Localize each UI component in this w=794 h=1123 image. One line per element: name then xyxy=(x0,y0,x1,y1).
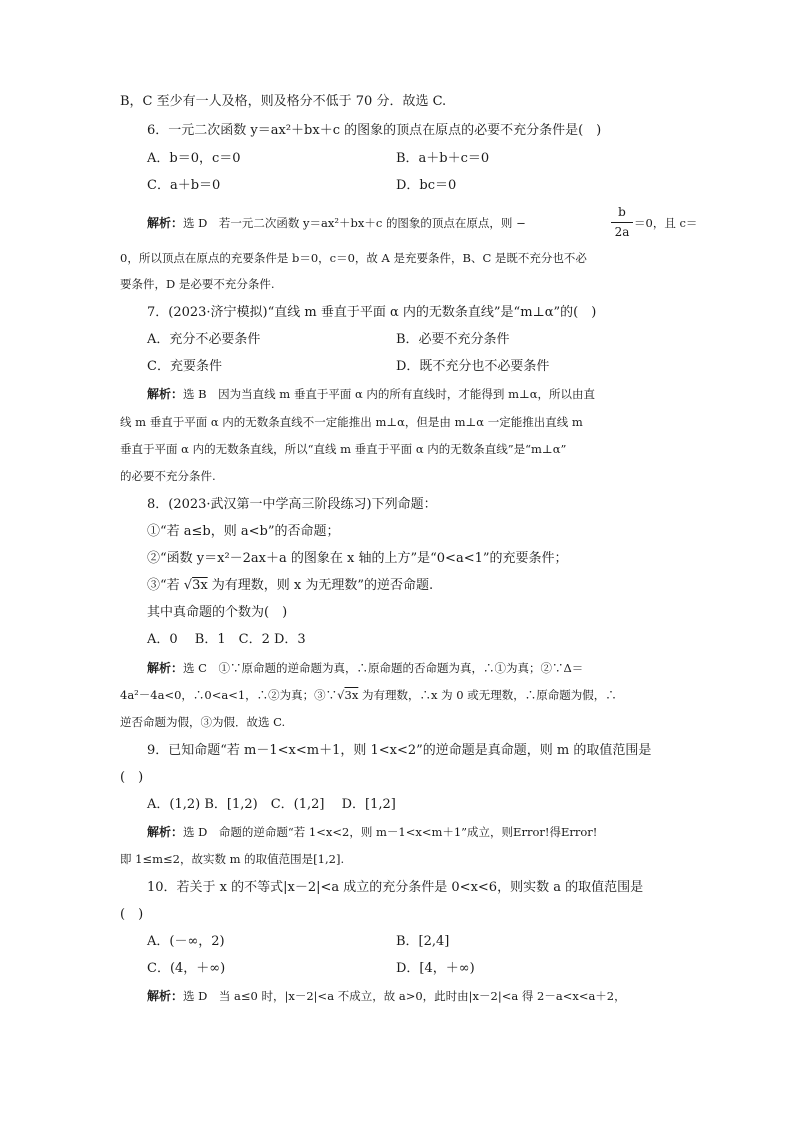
q10-option-c: C．(4，＋∞) xyxy=(147,961,226,976)
solution-label: 解析： xyxy=(147,216,184,230)
q8-item-1: ①“若 a≤b，则 a<b”的否命题； xyxy=(147,524,340,539)
solution-label: 解析： xyxy=(147,387,184,401)
q7-option-d: D．既不充分也不必要条件 xyxy=(396,359,550,374)
q8-item-3-start: ③“若 √ xyxy=(147,578,193,593)
q7-option-a: A．充分不必要条件 xyxy=(147,332,261,347)
question-7: 7．(2023·济宁模拟)“直线 m 垂直于平面 α 内的无数条直线”是“m⊥α”的( ) xyxy=(147,305,597,320)
fraction-numerator: b xyxy=(618,205,626,219)
solution-8-line-2-end: 为有理数，∴x 为 0 或无理数，∴原命题为假，∴ xyxy=(358,688,617,702)
q6-option-c: C．a＋b＝0 xyxy=(147,178,221,193)
solution-text: 选 B 因为当直线 m 垂直于平面 α 内的所有直线时，才能得到 m⊥α，所以由直 xyxy=(183,387,596,401)
sqrt-radicand: 3x xyxy=(344,688,359,702)
solution-8-line-2 xyxy=(120,687,680,703)
solution-label: 解析： xyxy=(147,989,184,1003)
q8-item-3 xyxy=(147,578,707,594)
fraction-denominator: 2a xyxy=(614,225,630,239)
solution-6-line-3: 要条件，D 是必要不充分条件. xyxy=(120,277,275,291)
q7-option-c: C．充要条件 xyxy=(147,359,222,374)
solution-9-line-2: 即 1≤m≤2，故实数 m 的取值范围是[1,2]. xyxy=(120,852,345,866)
solution-7-line-2: 线 m 垂直于平面 α 内的无数条直线不一定能推出 m⊥α，但是由 m⊥α 一定能推出直线 m xyxy=(120,415,583,429)
q10-option-d: D．[4，＋∞) xyxy=(396,961,475,976)
text-line: B，C 至少有一人及格，则及格分不低于 70 分．故选 C. xyxy=(120,94,447,109)
q8-item-2: ②“函数 y＝x²－2ax＋a 的图象在 x 轴的上方”是“0<a<1”的充要条件； xyxy=(147,551,568,566)
solution-7-line-3: 垂直于平面 α 内的无数条直线，所以“直线 m 垂直于平面 α 内的无数条直线”是“m⊥α” xyxy=(120,442,567,456)
solution-8-line-1 xyxy=(147,660,707,677)
q6-option-b: B．a＋b＋c＝0 xyxy=(396,151,490,166)
question-6: 6．一元二次函数 y＝ax²＋bx＋c 的图象的顶点在原点的必要不充分条件是( ) xyxy=(147,123,602,138)
solution-text: 选 D 若一元二次函数 y＝ax²＋bx＋c 的图象的顶点在原点，则 − xyxy=(183,216,526,230)
solution-6-line-2: 0，所以顶点在原点的充要条件是 b＝0，c＝0，故 A 是充要条件，B、C 是既不充分也不必 xyxy=(120,251,587,265)
question-10-line-2: ( ) xyxy=(120,907,144,922)
question-8: 8．(2023·武汉第一中学高三阶段练习)下列命题： xyxy=(147,497,437,512)
sqrt-radicand: 3x xyxy=(192,578,208,593)
solution-text: 选 D 命题的逆命题“若 1<x<2，则 m－1<x<m＋1”成立，则Error!得Error! xyxy=(183,825,598,839)
q10-option-b: B．[2,4] xyxy=(396,934,450,949)
q10-option-a: A．(－∞，2) xyxy=(147,934,225,949)
question-9-line-1: 9．已知命题“若 m－1<x<m＋1，则 1<x<2”的逆命题是真命题，则 m 的取值范围是 xyxy=(147,743,652,758)
solution-7-line-4: 的必要不充分条件. xyxy=(120,469,216,483)
solution-label: 解析： xyxy=(147,661,184,675)
q6-option-a: A．b＝0，c＝0 xyxy=(147,151,241,166)
solution-8-line-2-start: 4a²－4a<0，∴0<a<1，∴②为真；③∵√ xyxy=(120,688,345,702)
solution-7-line-1 xyxy=(147,386,707,403)
solution-8-line-3: 逆否命题为假，③为假．故选 C. xyxy=(120,715,286,729)
question-10-line-1: 10．若关于 x 的不等式|x－2|<a 成立的充分条件是 0<x<6，则实数 a 的取值范围是 xyxy=(147,880,644,895)
q6-option-d: D．bc＝0 xyxy=(396,178,457,193)
q8-options: A．0 B．1 C．2 D．3 xyxy=(147,632,306,647)
solution-text: 选 D 当 a≤0 时，|x－2|<a 不成立，故 a>0，此时由|x－2|<a 得 2－a<x<a＋2， xyxy=(183,989,626,1003)
solution-10-line-1 xyxy=(147,988,707,1005)
q8-item-3-end: 为有理数，则 x 为无理数”的逆否命题. xyxy=(207,578,434,593)
solution-9-line-1 xyxy=(147,824,707,841)
solution-label: 解析： xyxy=(147,825,184,839)
q8-prompt: 其中真命题的个数为( ) xyxy=(147,605,288,620)
q9-options: A．(1,2) B．[1,2) C．(1,2] D．[1,2] xyxy=(147,797,396,812)
fraction-bar xyxy=(611,222,633,223)
solution-6-line-1-end: ＝0，且 c＝ xyxy=(634,216,698,230)
q7-option-b: B．必要不充分条件 xyxy=(396,332,510,347)
solution-text: 选 C ①∵原命题的逆命题为真，∴原命题的否命题为真，∴①为真；②∵Δ＝ xyxy=(183,661,584,675)
question-9-line-2: ( ) xyxy=(120,770,144,785)
